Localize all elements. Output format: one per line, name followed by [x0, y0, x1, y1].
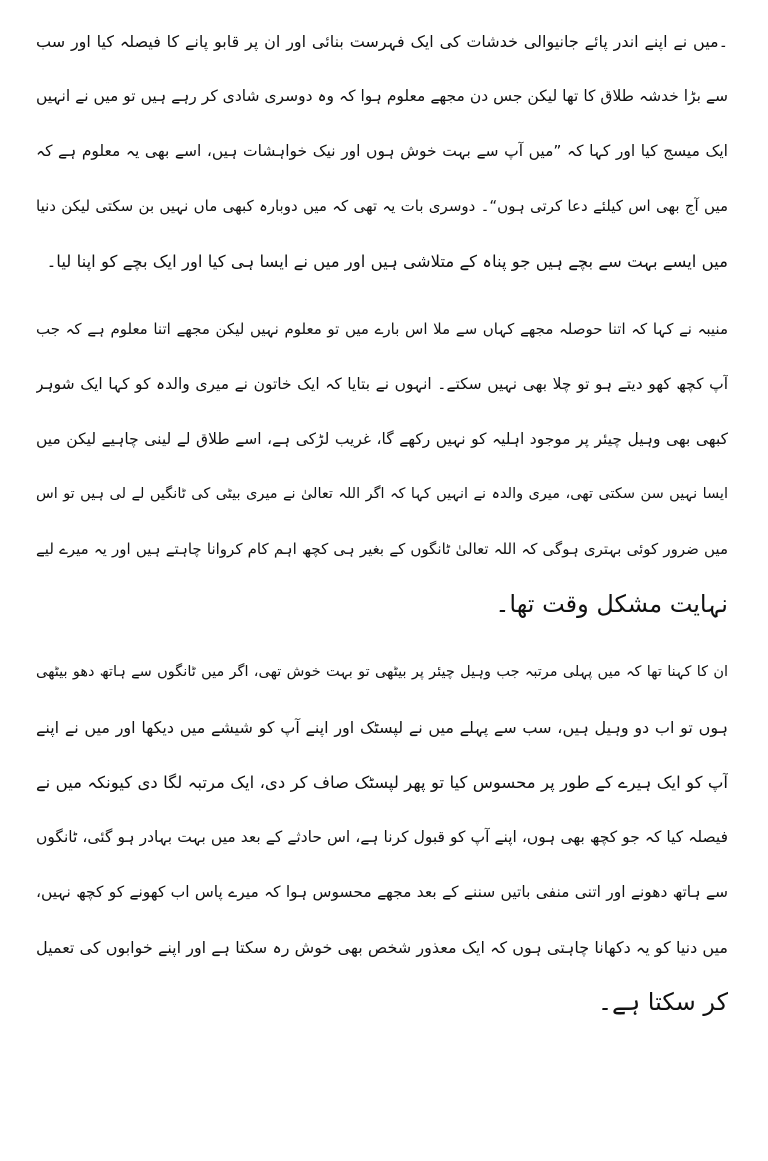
text-line: میں ضرور کوئی بہتری ہوگی کہ اللہ تعالیٰ ٹانگوں کے بغیر ہی کچھ اہم کام کروانا چاہتے ہیں اور یہ میرے لیے	[36, 540, 728, 558]
paragraph-1	[36, 14, 728, 289]
text-line: آپ کو ایک ہیرے کے طور پر محسوس کیا تو پھر لپسٹک صاف کر دی، ایک مرتبہ لگا دی کیونکہ میں نے	[36, 773, 728, 792]
text-line: فیصلہ کیا کہ جو کچھ بھی ہوں، اپنے آپ کو قبول کرنا ہے، اس حادثے کے بعد میں بہت بہادر ہو گئی، ٹانگوں	[36, 828, 728, 846]
paragraph-2	[36, 302, 728, 632]
text-line: میں آج بھی اس کیلئے دعا کرتی ہوں“۔ دوسری بات یہ تھی کہ میں دوبارہ کبھی ماں نہیں بن سکتی لیکن دنیا	[36, 197, 728, 215]
text-line: ان کا کہنا تھا کہ میں پہلی مرتبہ جب وہیل چیئر پر بیٹھی تو بہت خوش تھی، اگر میں ٹانگوں سے ہاتھ دھو بیٹھی	[36, 664, 728, 680]
text-line: ہوں تو اب دو وہیل ہیں، سب سے پہلے میں نے لپسٹک اور اپنے آپ کو شیشے میں دیکھا اور میں نے اپنے	[36, 718, 728, 737]
text-line: منیبہ نے کہا کہ اتنا حوصلہ مجھے کہاں سے ملا اس بارے میں تو معلوم نہیں لیکن مجھے اتنا معلوم ہے کہ جب	[36, 320, 728, 338]
text-line: میں ایسے بہت سے بچے ہیں جو پناہ کے متلاشی ہیں اور میں نے ایسا ہی کیا اور ایک بچے کو اپنا لیا۔	[46, 252, 728, 271]
text-line: سے ہاتھ دھونے اور اتنی منفی باتیں سننے کے بعد مجھے محسوس ہوا کہ میرے پاس اب کھونے کو کچھ نہیں،	[36, 883, 728, 901]
text-line: کر سکتا ہے۔	[597, 988, 728, 1016]
text-line: نہایت مشکل وقت تھا۔	[495, 590, 728, 618]
paragraph-3	[36, 645, 728, 1030]
text-line: سے بڑا خدشہ طلاق کا تھا لیکن جس دن مجھے معلوم ہوا کہ وہ دوسری شادی کر رہے ہیں تو میں نے انہیں	[36, 87, 728, 105]
text-line: کبھی بھی وہیل چیئر پر موجود اہلیہ کو نہیں رکھے گا، غریب لڑکی ہے، اسے طلاق لے لینی چاہیے لیکن میں	[36, 430, 728, 448]
text-line: آپ کچھ کھو دیتے ہو تو چلا بھی نہیں سکتے۔ انہوں نے بتایا کہ ایک خاتون نے میری والدہ کو کہا ایک شوہر	[36, 375, 728, 393]
text-line: میں دنیا کو یہ دکھانا چاہتی ہوں کہ ایک معذور شخص بھی خوش رہ سکتا ہے اور اپنے خوابوں کی تعمیل	[36, 938, 728, 957]
text-line: ایسا نہیں سن سکتی تھی، میری والدہ نے انہیں کہا کہ اگر اللہ تعالیٰ نے میری بیٹی کی ٹانگیں لے لی ہیں تو اس	[36, 486, 728, 502]
text-line: ۔میں نے اپنے اندر پائے جانیوالی خدشات کی ایک فہرست بنائی اور ان پر قابو پانے کا فیصلہ کیا اور سب	[36, 32, 728, 51]
text-line: ایک میسج کیا اور کہا کہ ”میں آپ سے بہت خوش ہوں اور نیک خواہشات ہیں، اسے بھی یہ معلوم ہے کہ	[36, 142, 728, 160]
